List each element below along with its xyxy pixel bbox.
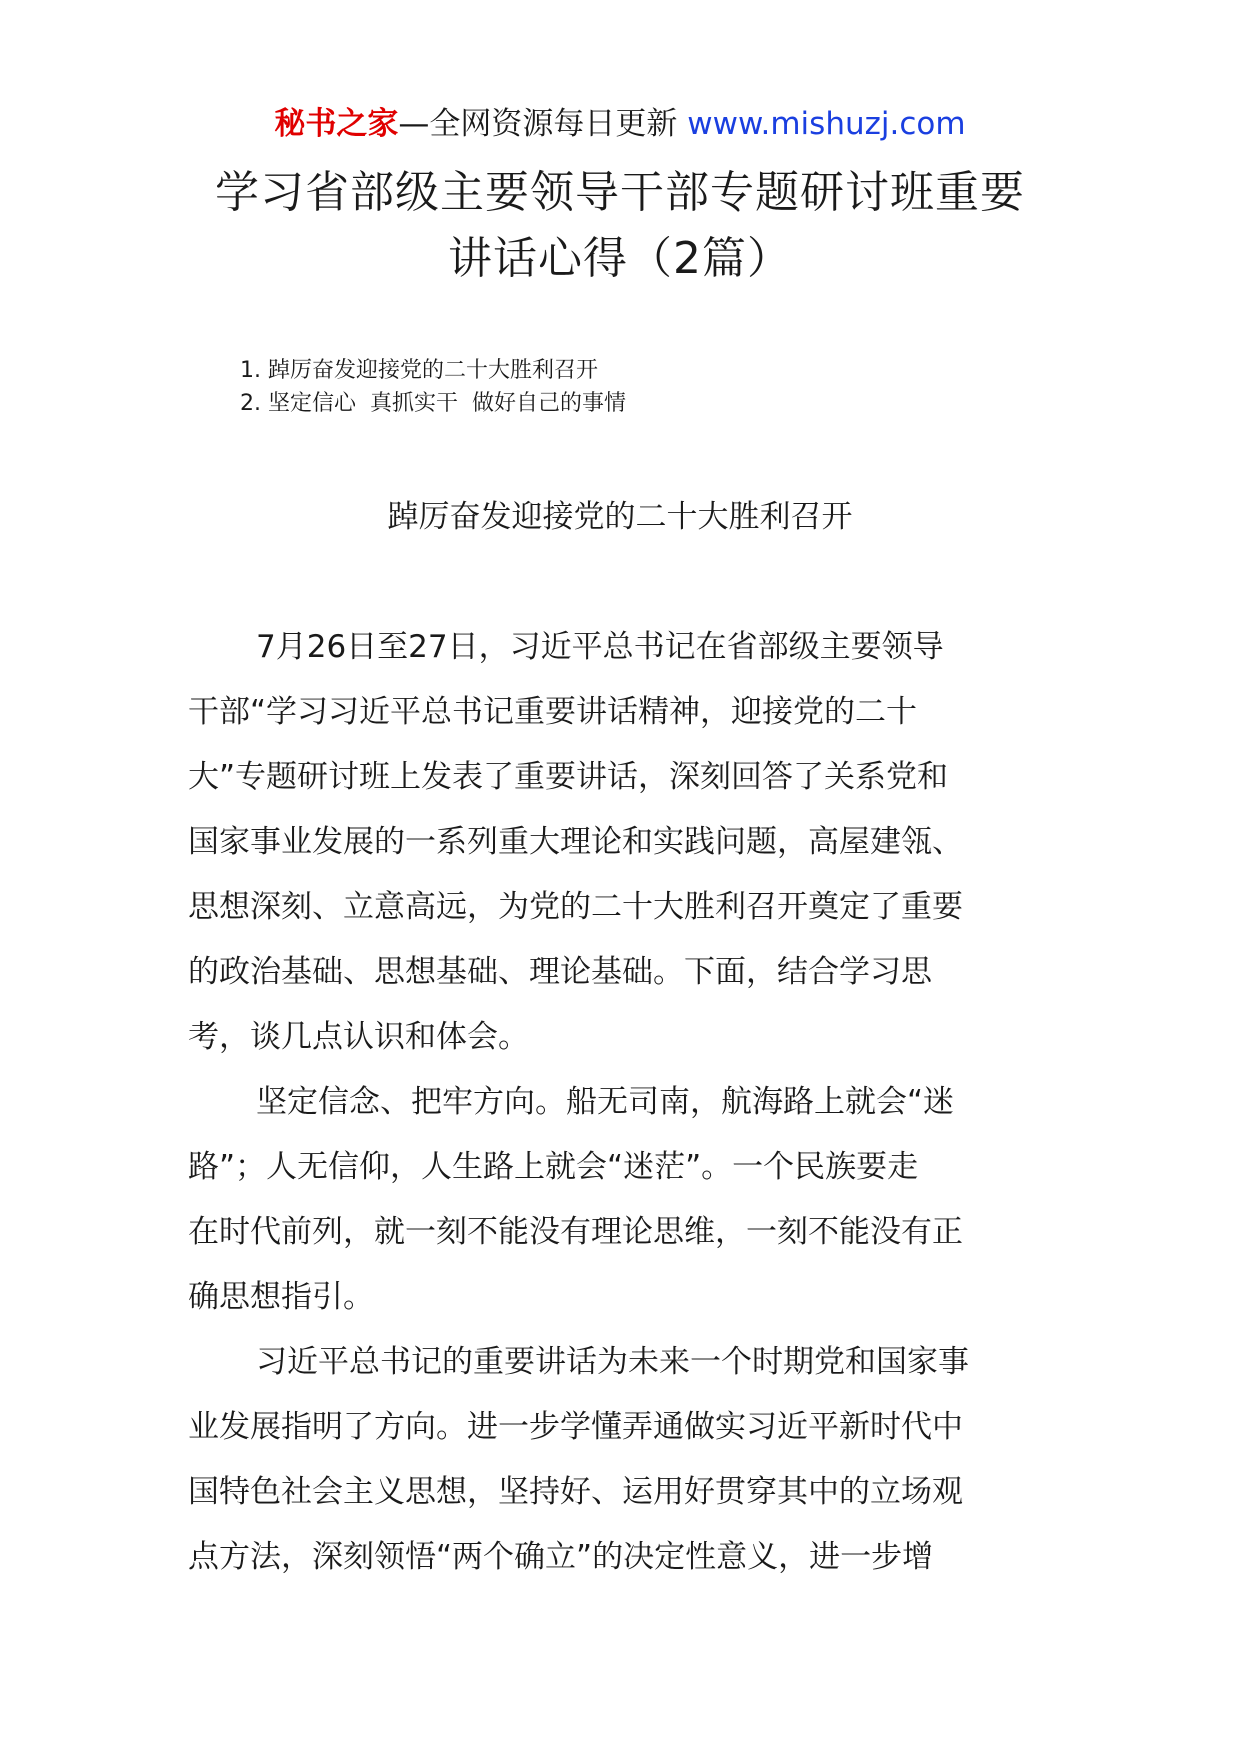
body-line: 路”；人无信仰，人生路上就会“迷茫”。一个民族要走 — [188, 1149, 919, 1185]
banner-brand: 秘书之家 — [274, 106, 399, 142]
body-line: 坚定信念、把牢方向。船无司南，航海路上就会“迷 — [256, 1084, 955, 1120]
body-line: 在时代前列，就一刻不能没有理论思维，一刻不能没有正 — [188, 1214, 963, 1250]
body-line: 国特色社会主义思想，坚持好、运用好贯穿其中的立场观 — [188, 1474, 963, 1510]
body-line: 国家事业发展的一系列重大理论和实践问题，高屋建瓴、 — [188, 824, 963, 860]
body-line: 大”专题研讨班上发表了重要讲话，深刻回答了关系党和 — [188, 759, 949, 795]
banner-tagline: —全网资源每日更新 — [398, 106, 688, 142]
toc-item: 2. 坚定信心 真抓实干 做好自己的事情 — [240, 391, 626, 416]
banner-url-link[interactable]: www.mishuzj.com — [687, 106, 966, 142]
body-line: 7月26日至27日，习近平总书记在省部级主要领导 — [256, 629, 944, 665]
body-line: 业发展指明了方向。进一步学懂弄通做实习近平新时代中 — [188, 1409, 963, 1445]
body-text — [188, 624, 1068, 1599]
body-line: 点方法，深刻领悟“两个确立”的决定性意义，进一步增 — [188, 1539, 934, 1575]
body-line: 习近平总书记的重要讲话为未来一个时期党和国家事 — [256, 1344, 969, 1380]
body-line: 考，谈几点认识和体会。 — [188, 1019, 529, 1055]
document-title-line: 学习省部级主要领导干部专题研讨班重要 — [215, 167, 1025, 218]
table-of-contents — [240, 354, 940, 420]
body-line: 的政治基础、思想基础、理论基础。下面，结合学习思 — [188, 954, 932, 990]
section-heading: 踔厉奋发迎接党的二十大胜利召开 — [387, 499, 853, 535]
document-title — [150, 160, 1090, 292]
body-line: 确思想指引。 — [188, 1279, 374, 1315]
toc-item: 1. 踔厉奋发迎接党的二十大胜利召开 — [240, 358, 598, 383]
site-banner — [0, 100, 1240, 148]
body-line: 干部“学习习近平总书记重要讲话精神，迎接党的二十 — [188, 694, 918, 730]
document-title-line: 讲话心得（2篇） — [448, 233, 792, 284]
body-line: 思想深刻、立意高远，为党的二十大胜利召开奠定了重要 — [188, 889, 963, 925]
